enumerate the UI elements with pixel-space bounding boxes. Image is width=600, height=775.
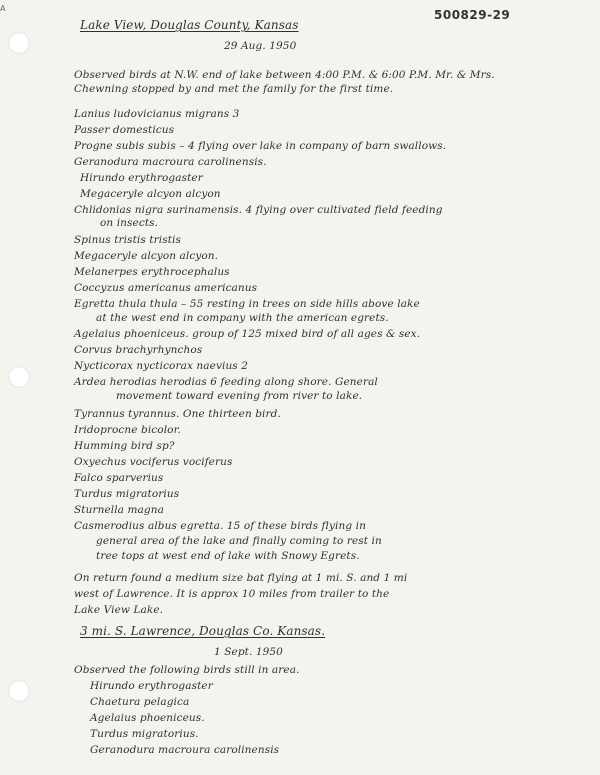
observation-line: Ardea herodias herodias 6 feeding along shore. General [74, 376, 378, 388]
entry1-intro-line: Chewning stopped by and met the family for the first time. [74, 83, 394, 95]
punch-hole-bottom [8, 680, 30, 702]
entry1-date: 29 Aug. 1950 [224, 40, 297, 52]
observation-line: Sturnella magna [74, 504, 164, 516]
observation-line: Megaceryle alcyon alcyon. [74, 250, 219, 262]
observation-line: general area of the lake and finally coming to rest in [96, 535, 382, 547]
observation-line: Corvus brachyrhynchos [74, 344, 203, 356]
observation-line: Hirundo erythrogaster [80, 172, 203, 184]
observation-line: Spinus tristis tristis [74, 234, 181, 246]
observation-line: Melanerpes erythrocephalus [74, 266, 230, 278]
observation-line: Agelaius phoeniceus. [90, 712, 205, 724]
observation-line: Turdus migratorius. [90, 728, 199, 740]
observation-line: Turdus migratorius [74, 488, 180, 500]
punch-hole-middle [8, 366, 30, 388]
observation-line: Observed the following birds still in area. [74, 664, 300, 676]
observation-line: on insects. [100, 217, 159, 229]
observation-line: Nycticorax nycticorax naevius 2 [74, 360, 249, 372]
observation-line: Geranodura macroura carolinensis [90, 744, 280, 756]
observation-line: Passer domesticus [74, 124, 175, 136]
observation-line: movement toward evening from river to lake. [116, 390, 363, 402]
observation-line: Hirundo erythrogaster [90, 680, 213, 692]
observation-line: Falco sparverius [74, 472, 164, 484]
observation-line: Chlidonias nigra surinamensis. 4 flying over cultivated field feeding [74, 204, 443, 216]
observation-line: Agelaius phoeniceus. group of 125 mixed bird of all ages & sex. [74, 328, 421, 340]
observation-line: Megaceryle alcyon alcyon [80, 188, 221, 200]
observation-line: Tyrannus tyrannus. One thirteen bird. [74, 408, 281, 420]
punch-hole-top [8, 32, 30, 54]
entry2-heading: 3 mi. S. Lawrence, Douglas Co. Kansas. [80, 624, 326, 638]
observation-line: On return found a medium size bat flying at 1 mi. S. and 1 mi [74, 572, 408, 584]
observation-line: Chaetura pelagica [90, 696, 190, 708]
observation-line: Lanius ludovicianus migrans 3 [74, 108, 240, 120]
observation-line: Progne subis subis – 4 flying over lake in company of barn swallows. [74, 140, 447, 152]
observation-line: Egretta thula thula – 55 resting in trees on side hills above lake [74, 298, 420, 310]
observation-line: Humming bird sp? [74, 440, 175, 452]
entry1-heading: Lake View, Douglas County, Kansas [80, 18, 299, 32]
observation-line: tree tops at west end of lake with Snowy Egrets. [96, 550, 360, 562]
observation-line: Lake View Lake. [74, 604, 164, 616]
document-id: 500829-29 [434, 8, 511, 22]
observation-line: Geranodura macroura carolinensis. [74, 156, 267, 168]
observation-line: west of Lawrence. It is approx 10 miles from trailer to the [74, 588, 390, 600]
observation-line: Casmerodius albus egretta. 15 of these birds flying in [74, 520, 366, 532]
observation-line: Coccyzus americanus americanus [74, 282, 258, 294]
entry2-date: 1 Sept. 1950 [214, 646, 283, 658]
entry1-intro-line: Observed birds at N.W. end of lake between 4:00 P.M. & 6:00 P.M. Mr. & Mrs. [74, 69, 495, 81]
observation-line: Oxyechus vociferus vociferus [74, 456, 233, 468]
observation-line: at the west end in company with the american egrets. [96, 312, 389, 324]
edge-mark: A [0, 4, 6, 13]
observation-line: Iridoprocne bicolor. [74, 424, 181, 436]
